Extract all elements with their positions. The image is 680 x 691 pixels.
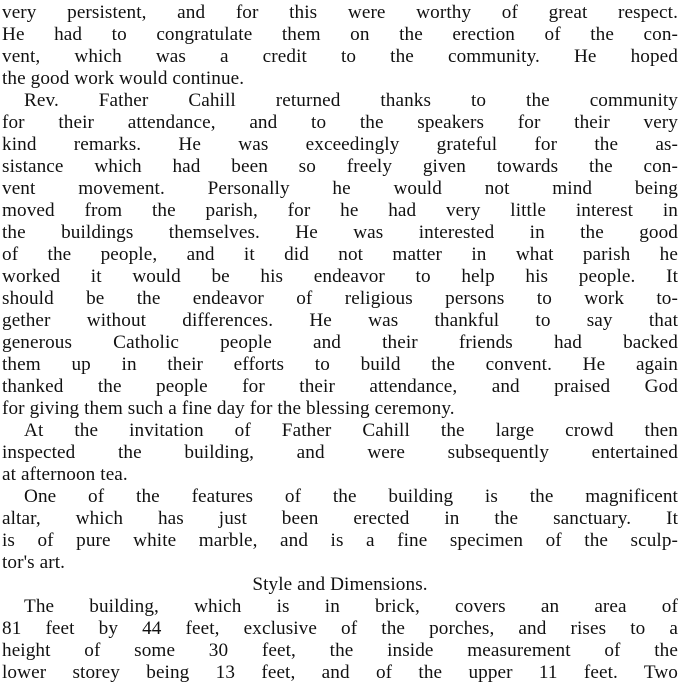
text-line: at afternoon tea. [2,464,128,485]
section-heading: Style and Dimensions. [252,574,428,595]
text-line: vent, which was a credit to the community. He hoped [2,46,678,67]
text-line: very persistent, and for this were worthy of great respect. [2,2,678,23]
text-line: gether without differences. He was thankful to say that [2,310,678,331]
text-line: the buildings themselves. He was interested in the good [2,222,678,243]
text-line: moved from the parish, for he had very little interest in [2,200,678,221]
text-line: for giving them such a fine day for the blessing ceremony. [2,398,455,419]
text-line: inspected the building, and were subsequently entertained [2,442,678,463]
text-line: 81 feet by 44 feet, exclusive of the porches, and rises to a [2,618,678,639]
paragraph-start-line: One of the features of the building is the magnificent [24,486,678,507]
text-line: vent movement. Personally he would not mind being [2,178,678,199]
text-line: them up in their efforts to build the convent. He again [2,354,678,375]
text-line: sistance which had been so freely given towards the con- [2,156,678,177]
text-line: for their attendance, and to the speakers for their very [2,112,678,133]
paragraph-start-line: The building, which is in brick, covers an area of [24,596,678,617]
text-line: tor's art. [2,552,66,573]
text-line: He had to congratulate them on the erection of the con- [2,24,678,45]
text-line: is of pure white marble, and is a fine specimen of the sculp- [2,530,678,551]
text-line: worked it would be his endeavor to help his people. It [2,266,678,287]
text-line: height of some 30 feet, the inside measurement of the [2,640,678,661]
paragraph-start-line: Rev. Father Cahill returned thanks to the community [24,90,678,111]
text-line: altar, which has just been erected in the sanctuary. It [2,508,678,529]
text-line: lower storey being 13 feet, and of the upper 11 feet. Two [2,662,678,683]
text-line: should be the endeavor of religious persons to work to- [2,288,678,309]
text-line: kind remarks. He was exceedingly grateful for the as- [2,134,678,155]
text-line: thanked the people for their attendance, and praised God [2,376,678,397]
text-line: the good work would continue. [2,68,245,89]
paragraph-start-line: At the invitation of Father Cahill the large crowd then [24,420,678,441]
text-line: generous Catholic people and their friends had backed [2,332,678,353]
text-line: of the people, and it did not matter in what parish he [2,244,678,265]
